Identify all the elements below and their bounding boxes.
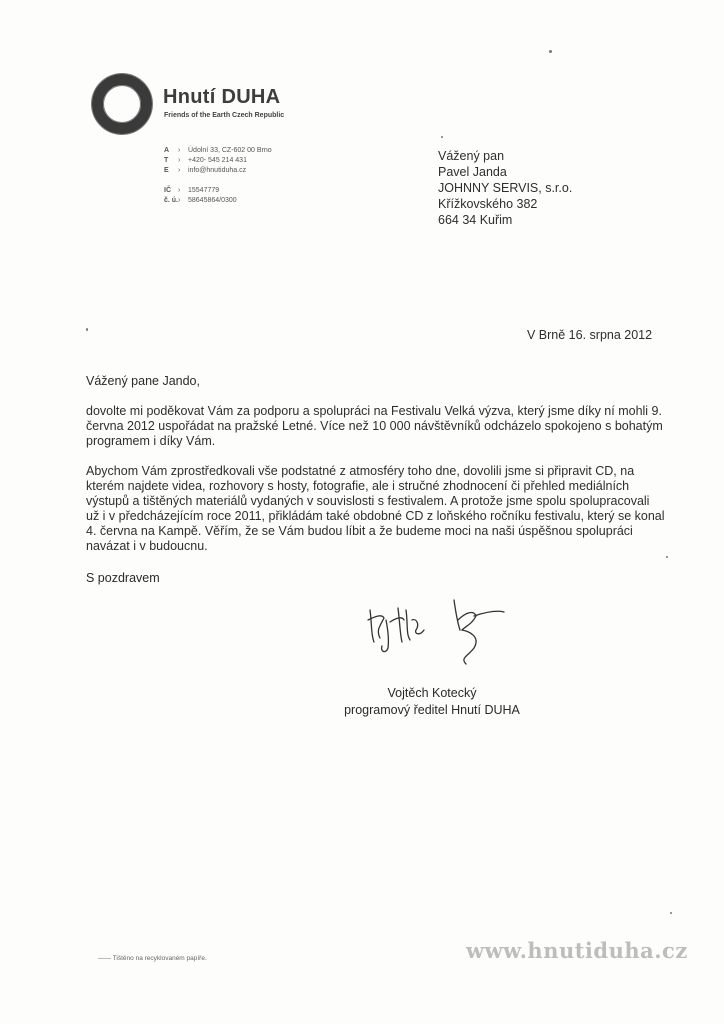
recycled-paper-note: —— Tištěno na recyklovaném papíře. (98, 955, 207, 962)
scan-speck (666, 556, 668, 558)
recipient-company: JOHNNY SERVIS, s.r.o. (438, 181, 573, 195)
body-paragraph: dovolte mi poděkovat Vám za podporu a spolupráci na Festivalu Velká výzva, který jsme díky ní mohli 9. června 2012 uspořádat na pražské Letné. Více než 10 000 návštěvníků odcházelo spokojeno s bohatým programem i díky Vám. (86, 404, 663, 448)
recipient-city: 664 34 Kuřim (438, 213, 513, 227)
recipient-salutation: Vážený pan (438, 149, 505, 163)
scan-speck (549, 50, 552, 53)
greeting: Vážený pane Jando, (86, 374, 200, 388)
signatory-name: Vojtěch Kotecký (387, 686, 477, 700)
closing: S pozdravem (86, 571, 160, 585)
letter-date: V Brně 16. srpna 2012 (527, 328, 653, 342)
contact-email: E › info@hnutiduha.cz (164, 167, 247, 174)
scan-speck (441, 136, 443, 138)
organization-name: Hnutí DUHA (163, 86, 281, 108)
contact-phone: T › +420- 545 214 431 (164, 157, 247, 164)
organization-subtitle: Friends of the Earth Czech Republic (164, 112, 285, 119)
signatory-title: programový ředitel Hnutí DUHA (344, 703, 520, 717)
organization-logo-icon (92, 74, 152, 134)
recipient-street: Křížkovského 382 (438, 197, 538, 211)
company-id: IČ › 15547779 (164, 187, 220, 194)
id-block (164, 186, 237, 206)
contact-block (164, 146, 272, 176)
bank-account: č. ú.› 58645864/0300 (164, 197, 237, 204)
contact-address: A › Údolní 33, CZ-602 00 Brno (164, 147, 272, 154)
scan-speck (86, 328, 88, 331)
handwritten-signature (362, 590, 522, 670)
scan-speck (670, 912, 672, 914)
recipient-name: Pavel Janda (438, 165, 507, 179)
body-paragraph: Abychom Vám zprostředkovali vše podstatné z atmosféry toho dne, dovolili jsme si připravit CD, na kterém najdete videa, rozhovory s hosty, fotografie, ale i stručné zhodnocení či přehled mediálních výstupů a tištěných materiálů vydaných v souvislosti s festivalem. A protože jsme spolu spolupracovali už i v předcházejícím roce 2011, přikládám také obdobné CD z loňského ročníku festivalu, který se konal 4. června na Kampě. Věřím, že se Vám budou líbit a že budeme moci na naši úspěšnou spolupráci navázat i v budoucnu. (86, 464, 665, 553)
footer-website: www.hnutiduha.cz (466, 938, 688, 963)
recipient-address (438, 148, 572, 228)
